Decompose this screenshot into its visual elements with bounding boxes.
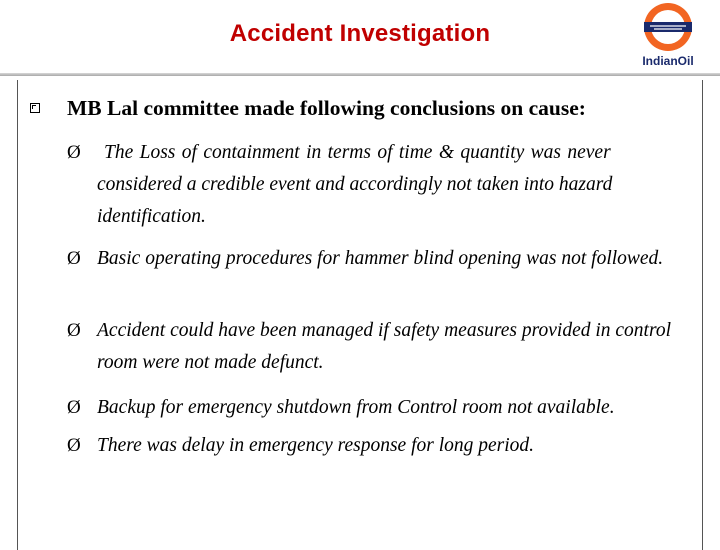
conclusion-text-line1: The Loss of containment in terms of time & quantity was never	[104, 142, 611, 163]
section-heading: MB Lal committee made following conclusions on cause:	[67, 96, 586, 120]
arrow-bullet-icon: Ø	[67, 320, 81, 341]
conclusion-item	[67, 137, 707, 233]
conclusion-text: Accident could have been managed if safety measures provided in control room were not made defunct.	[97, 320, 672, 373]
conclusion-text: There was delay in emergency response for long period.	[97, 435, 535, 456]
arrow-bullet-icon: Ø	[67, 248, 81, 269]
indianoil-logo	[620, 2, 716, 72]
conclusion-item	[67, 243, 707, 275]
logo-text: IndianOil	[642, 54, 694, 68]
square-bullet-icon	[30, 103, 40, 113]
arrow-bullet-icon: Ø	[67, 435, 81, 456]
conclusion-text-rest: considered a credible event and accordingly not taken into hazard identification.	[97, 174, 613, 227]
header-divider	[0, 73, 720, 76]
slide-title: Accident Investigation	[229, 20, 491, 47]
conclusion-item	[67, 430, 707, 462]
indianoil-logo-icon	[620, 2, 716, 54]
arrow-bullet-icon: Ø	[67, 397, 81, 418]
conclusion-item	[67, 315, 707, 379]
conclusion-item	[67, 392, 707, 424]
conclusion-text: Basic operating procedures for hammer blind opening was not followed.	[97, 248, 664, 269]
arrow-bullet-icon: Ø	[67, 142, 81, 163]
conclusion-text: Backup for emergency shutdown from Control room not available.	[97, 397, 615, 418]
